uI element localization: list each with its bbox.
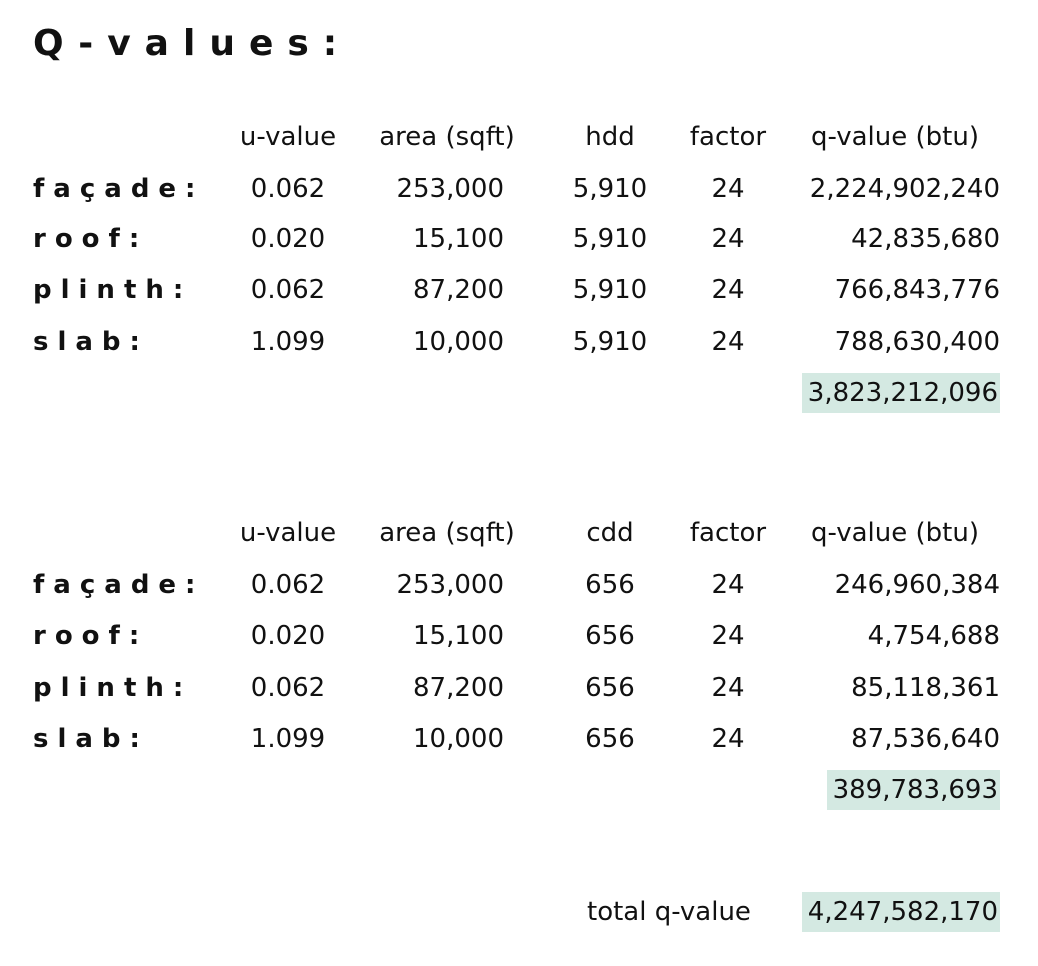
header-factor: factor <box>689 122 767 152</box>
q-value-cell: 85,118,361 <box>851 673 1000 703</box>
header-u-value: u-value <box>239 518 337 548</box>
cooling-subtotal: 389,783,693 <box>827 770 1000 810</box>
header-area: area (sqft) <box>379 518 515 548</box>
u-value-cell: 0.062 <box>250 673 326 703</box>
u-value-cell: 0.062 <box>250 570 326 600</box>
cdd-cell: 656 <box>585 673 635 703</box>
hdd-cell: 5,910 <box>572 327 648 357</box>
factor-cell: 24 <box>711 327 745 357</box>
table-row <box>0 322 1038 362</box>
q-value-cell: 788,630,400 <box>834 327 1000 357</box>
q-value-cell: 766,843,776 <box>834 275 1000 305</box>
header-q-value: q-value (btu) <box>811 518 979 548</box>
factor-cell: 24 <box>711 724 745 754</box>
header-hdd: hdd <box>585 122 635 152</box>
table-row <box>0 219 1038 259</box>
heating-header-row <box>0 117 1038 157</box>
cooling-header-row <box>0 513 1038 553</box>
row-label: plinth: <box>33 275 193 305</box>
q-value-cell: 87,536,640 <box>851 724 1000 754</box>
page-title: Q-values: <box>33 23 352 64</box>
factor-cell: 24 <box>711 275 745 305</box>
u-value-cell: 0.020 <box>250 621 326 651</box>
heating-subtotal: 3,823,212,096 <box>802 373 1000 413</box>
hdd-cell: 5,910 <box>572 224 648 254</box>
header-cdd: cdd <box>586 518 634 548</box>
q-value-cell: 42,835,680 <box>851 224 1000 254</box>
row-label: façade: <box>33 570 205 600</box>
factor-cell: 24 <box>711 673 745 703</box>
factor-cell: 24 <box>711 621 745 651</box>
row-label: roof: <box>33 224 149 254</box>
area-cell: 253,000 <box>396 570 504 600</box>
header-factor: factor <box>689 518 767 548</box>
area-cell: 87,200 <box>413 275 504 305</box>
u-value-cell: 1.099 <box>250 327 326 357</box>
u-value-cell: 0.020 <box>250 224 326 254</box>
table-row <box>0 616 1038 656</box>
area-cell: 10,000 <box>413 724 504 754</box>
table-row <box>0 270 1038 310</box>
row-label: slab: <box>33 724 149 754</box>
hdd-cell: 5,910 <box>572 174 648 204</box>
q-value-cell: 2,224,902,240 <box>809 174 1000 204</box>
header-area: area (sqft) <box>379 122 515 152</box>
area-cell: 15,100 <box>413 621 504 651</box>
area-cell: 15,100 <box>413 224 504 254</box>
table-row <box>0 719 1038 759</box>
area-cell: 253,000 <box>396 174 504 204</box>
table-row <box>0 668 1038 708</box>
u-value-cell: 1.099 <box>250 724 326 754</box>
header-u-value: u-value <box>239 122 337 152</box>
total-label: total q-value <box>587 897 751 927</box>
u-value-cell: 0.062 <box>250 275 326 305</box>
cdd-cell: 656 <box>585 724 635 754</box>
row-label: façade: <box>33 174 205 204</box>
header-q-value: q-value (btu) <box>811 122 979 152</box>
row-label: plinth: <box>33 673 193 703</box>
factor-cell: 24 <box>711 174 745 204</box>
row-label: slab: <box>33 327 149 357</box>
area-cell: 10,000 <box>413 327 504 357</box>
u-value-cell: 0.062 <box>250 174 326 204</box>
factor-cell: 24 <box>711 224 745 254</box>
q-value-cell: 4,754,688 <box>867 621 1000 651</box>
factor-cell: 24 <box>711 570 745 600</box>
cdd-cell: 656 <box>585 621 635 651</box>
q-value-cell: 246,960,384 <box>834 570 1000 600</box>
area-cell: 87,200 <box>413 673 504 703</box>
hdd-cell: 5,910 <box>572 275 648 305</box>
cdd-cell: 656 <box>585 570 635 600</box>
row-label: roof: <box>33 621 149 651</box>
total-value: 4,247,582,170 <box>802 892 1000 932</box>
table-row <box>0 565 1038 605</box>
table-row <box>0 169 1038 209</box>
